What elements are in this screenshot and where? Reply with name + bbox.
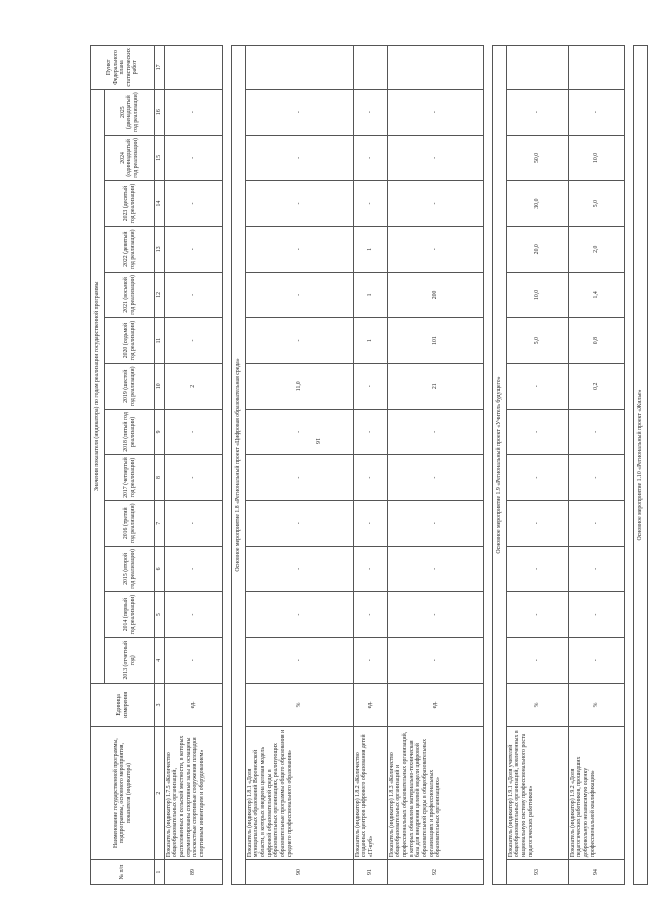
value-cell: 1 [353, 318, 387, 364]
plan-item-cell [387, 46, 483, 90]
header-year: 2016 (третий год реализации) [105, 500, 155, 546]
header-year: 2023 (десятый год реализации) [105, 181, 155, 227]
value-cell: - [353, 181, 387, 227]
value-cell: 30,0 [506, 181, 568, 227]
value-cell: - [245, 455, 353, 501]
plan-item-cell [245, 46, 353, 90]
value-cell: - [353, 363, 387, 409]
header-name: Наименование государственной программы, подпрограммы, основного мероприятия, показателя (индикатора) [91, 727, 155, 860]
header-year: 2025 (двенадцатый год реализации) [105, 89, 155, 135]
value-cell: 21 [387, 363, 483, 409]
header-year: 2022 (девятый год реализации) [105, 226, 155, 272]
column-number: 3 [155, 683, 165, 727]
section-row [492, 46, 506, 885]
row-number: 89 [164, 860, 222, 885]
indicators-table [90, 45, 648, 885]
header-num: № п/п [91, 860, 155, 885]
column-number: 12 [155, 272, 165, 318]
value-cell: 1 [353, 226, 387, 272]
value-cell: - [245, 89, 353, 135]
value-cell: - [164, 181, 222, 227]
value-cell: - [164, 592, 222, 638]
plan-item-cell [164, 46, 222, 90]
section-row [231, 46, 245, 885]
value-cell: - [353, 546, 387, 592]
header-values-group: Значения показателя (индикатора) по годам реализации государственной программы [91, 89, 105, 683]
value-cell: 20,0 [506, 226, 568, 272]
value-cell: - [245, 135, 353, 181]
value-cell: 200 [387, 272, 483, 318]
indicator-name: Показатель (индикатор) 1.7.5 «Количество общеобразовательных организаций, расположенных в сельской местности, в которых отремонтированы спортивные залы и оснащены плоскостные спортивные сооружения площадки спортивным инвентарем и оборудованием» [164, 727, 222, 860]
value-cell: - [568, 500, 624, 546]
header-year: 2024 (одиннадцатый год реализации) [105, 135, 155, 181]
table-row [353, 46, 387, 885]
value-cell: - [506, 546, 568, 592]
value-cell: - [387, 592, 483, 638]
table-row [387, 46, 483, 885]
unit-cell: % [568, 683, 624, 727]
section-title: Основное мероприятие 1.9 «Региональный проект «Учитель будущего» [492, 46, 506, 885]
value-cell: - [164, 409, 222, 455]
value-cell: - [245, 272, 353, 318]
value-cell: - [568, 592, 624, 638]
column-number: 15 [155, 135, 165, 181]
value-cell: 0,2 [568, 363, 624, 409]
value-cell: - [506, 592, 568, 638]
value-cell: 50,0 [506, 135, 568, 181]
table-row [245, 46, 353, 885]
value-cell: - [245, 226, 353, 272]
value-cell: 5,0 [568, 181, 624, 227]
value-cell: - [353, 455, 387, 501]
value-cell: 10,0 [568, 135, 624, 181]
value-cell: - [353, 592, 387, 638]
rotated-table-container [90, 45, 643, 885]
value-cell: - [164, 135, 222, 181]
value-cell: 1 [353, 272, 387, 318]
column-number: 16 [155, 89, 165, 135]
header-unit: Единица измерения [91, 683, 155, 727]
value-cell: 11,0 [245, 363, 353, 409]
column-number: 6 [155, 546, 165, 592]
indicator-name: Показатель (индикатор) 1.8.1 «Доля муниципальных образований Воронежской области, в которых внедрена целевая модель цифровой образовательной среды в образовательных организациях, реализующих образовательные программы общего образования и среднего профессионального образования» [245, 727, 353, 860]
value-cell: - [245, 318, 353, 364]
value-cell: - [387, 546, 483, 592]
plan-item-cell [353, 46, 387, 90]
value-cell: - [245, 181, 353, 227]
value-cell: - [353, 89, 387, 135]
column-number: 8 [155, 455, 165, 501]
value-cell: - [568, 455, 624, 501]
plan-item-cell [506, 46, 568, 90]
header-year: 2014 (первый год реализации) [105, 592, 155, 638]
section-title: Основное мероприятие 1.10 «Региональный проект «Жилье» [633, 46, 647, 885]
page-number: 16 [314, 438, 320, 444]
row-gap [624, 46, 633, 885]
value-cell: - [387, 135, 483, 181]
row-gap [483, 46, 492, 885]
column-number: 14 [155, 181, 165, 227]
unit-cell: ед. [164, 683, 222, 727]
value-cell: - [164, 455, 222, 501]
column-number: 4 [155, 637, 165, 683]
header-year: 2019 (шестой год реализации) [105, 363, 155, 409]
value-cell: - [387, 409, 483, 455]
value-cell: - [245, 546, 353, 592]
value-cell: - [245, 592, 353, 638]
value-cell: - [164, 500, 222, 546]
value-cell: - [568, 637, 624, 683]
value-cell: - [245, 637, 353, 683]
section-row [633, 46, 647, 885]
indicator-name: Показатель (индикатор) 1.8.3 «Количество общеобразовательных организаций и профессиональных образовательных организаций, в которых обновлена материально-техническая база для внедрения целевой модели цифровой образовательной среды в общеобразовательных организациях и профессиональных образовательных организациях» [387, 727, 483, 860]
value-cell: 10,0 [506, 272, 568, 318]
value-cell: - [164, 546, 222, 592]
column-number: 13 [155, 226, 165, 272]
value-cell: - [164, 318, 222, 364]
value-cell: - [353, 637, 387, 683]
value-cell: - [506, 409, 568, 455]
column-number: 9 [155, 409, 165, 455]
unit-cell: % [245, 683, 353, 727]
column-number: 7 [155, 500, 165, 546]
unit-cell: ед. [353, 683, 387, 727]
header-year: 2021 (восьмой год реализации) [105, 272, 155, 318]
column-number: 11 [155, 318, 165, 364]
row-number: 91 [353, 860, 387, 885]
value-cell: - [164, 89, 222, 135]
unit-cell: % [506, 683, 568, 727]
section-title: Основное мероприятие 1.8 «Региональный проект «Цифровая образовательная среда» [231, 46, 245, 885]
value-cell: - [164, 226, 222, 272]
value-cell: - [353, 500, 387, 546]
value-cell: 0,8 [568, 318, 624, 364]
header-year: 2013 (отчетный год) [105, 637, 155, 683]
table-row [506, 46, 568, 885]
value-cell: - [245, 500, 353, 546]
column-number: 5 [155, 592, 165, 638]
value-cell: - [245, 409, 353, 455]
row-number: 94 [568, 860, 624, 885]
value-cell: - [353, 135, 387, 181]
value-cell: - [387, 89, 483, 135]
value-cell: 2 [164, 363, 222, 409]
row-gap [222, 46, 231, 885]
row-number: 93 [506, 860, 568, 885]
header-year: 2017 (четвертый год реализации) [105, 455, 155, 501]
value-cell: - [387, 226, 483, 272]
value-cell: - [568, 89, 624, 135]
indicator-name: Показатель (индикатор) 1.9.2 «Доля педагогических работников, прошедших добровольную независимую оценку профессиональной квалификации» [568, 727, 624, 860]
indicator-name: Показатель (индикатор) 1.9.1 «Доля учителей общеобразовательных организаций, вовлеченных в национальную систему профессионального роста педагогических работников» [506, 727, 568, 860]
value-cell: - [506, 637, 568, 683]
plan-item-cell [568, 46, 624, 90]
column-number: 17 [155, 46, 165, 90]
value-cell: 2,0 [568, 226, 624, 272]
value-cell: - [387, 455, 483, 501]
column-number: 1 [155, 860, 165, 885]
indicator-name: Показатель (индикатор) 1.8.2 «Количество созданных центров цифрового образования детей «IT-куб» [353, 727, 387, 860]
value-cell: - [506, 455, 568, 501]
value-cell: - [387, 500, 483, 546]
header-year: 2020 (седьмой год реализации) [105, 318, 155, 364]
column-number: 10 [155, 363, 165, 409]
value-cell: - [353, 409, 387, 455]
row-number: 90 [245, 860, 353, 885]
value-cell: - [506, 500, 568, 546]
value-cell: - [568, 546, 624, 592]
value-cell: - [164, 637, 222, 683]
row-number: 92 [387, 860, 483, 885]
unit-cell: ед. [387, 683, 483, 727]
value-cell: - [387, 181, 483, 227]
value-cell: 1,4 [568, 272, 624, 318]
header-year: 2018 (пятый год реализации) [105, 409, 155, 455]
value-cell: - [506, 363, 568, 409]
header-year: 2015 (второй год реализации) [105, 546, 155, 592]
column-number: 2 [155, 727, 165, 860]
value-cell: 5,0 [506, 318, 568, 364]
value-cell: - [506, 89, 568, 135]
header-item: Пункт Федерального плана статистических работ [91, 46, 155, 90]
value-cell: - [387, 637, 483, 683]
table-row [568, 46, 624, 885]
value-cell: 101 [387, 318, 483, 364]
value-cell: - [568, 409, 624, 455]
table-row [164, 46, 222, 885]
value-cell: - [164, 272, 222, 318]
